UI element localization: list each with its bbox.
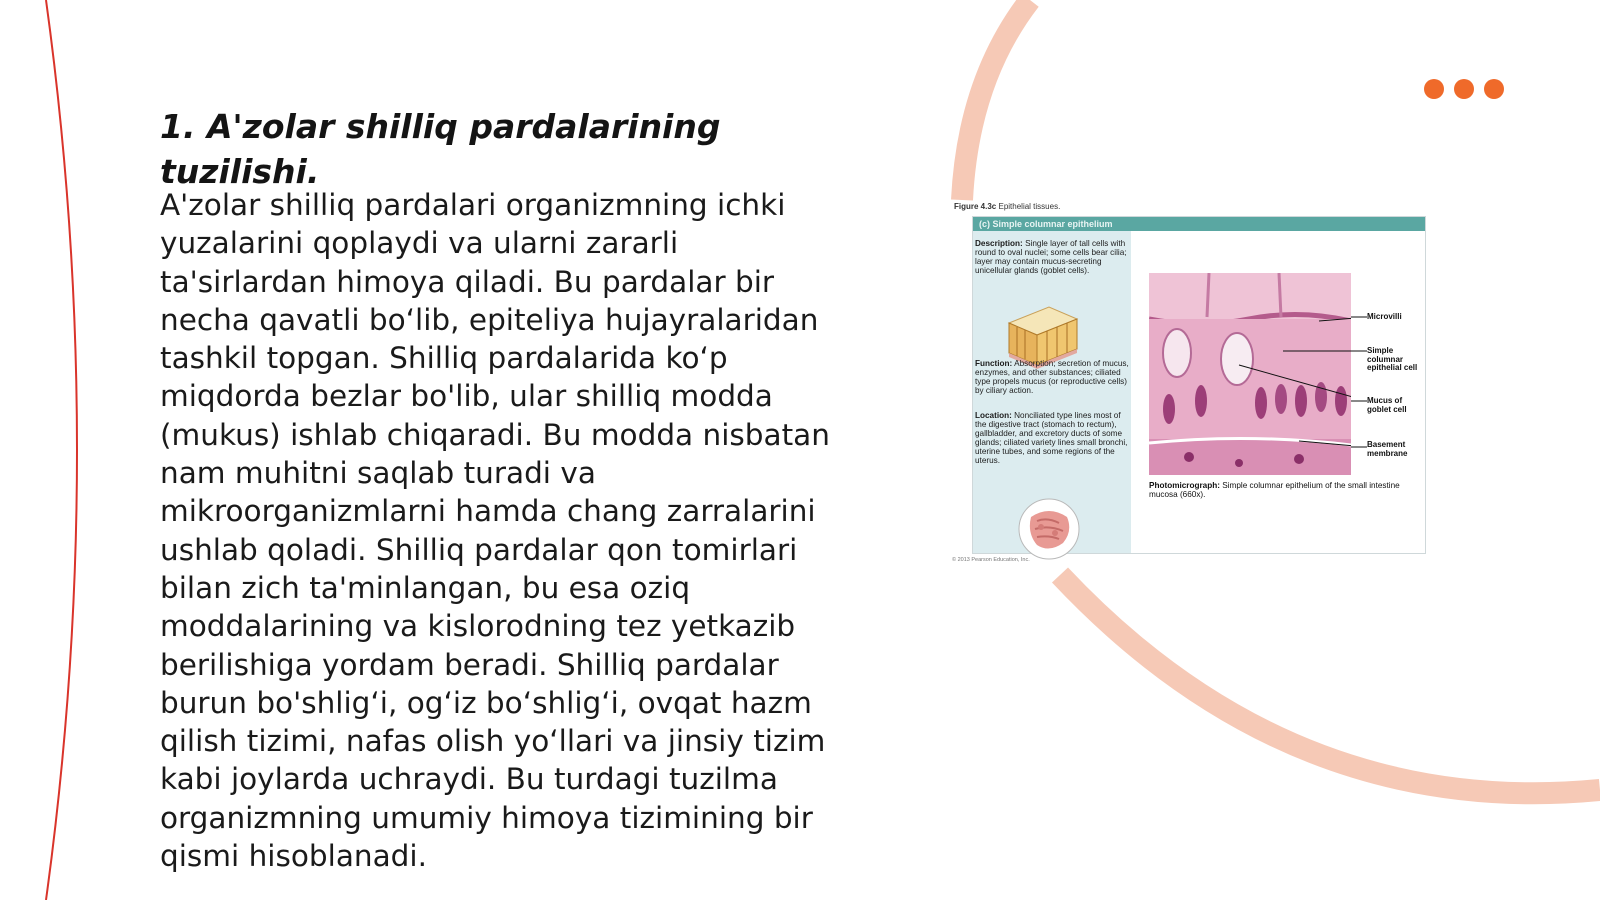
- function-text: Absorption; secretion of mucus, enzymes, and other substances; ciliated type propels mucus (or reproductive cells) by ciliary action.: [975, 359, 1129, 395]
- figure-sidebar: [973, 231, 1131, 553]
- label-basement-membrane: Basement membrane: [1367, 440, 1408, 458]
- dot-2: [1454, 79, 1474, 99]
- slide-body-text: A'zolar shilliq pardalari organizmning ichki yuzalarini qoplaydi va ularni zararli ta'sirlardan himoya qiladi. Bu pardalar bir necha qavatli bo‘lib, epiteliya hujayralaridan tashkil topgan. Shilliq pardalarida ko‘p miqdorda bezlar bo'lib, ular shilliq modda (mukus) ishlab chiqaradi. Bu modda nisbatan nam muhitni saqlab turadi va mikroorganizmlarni hamda chang zarralarini ushlab qoladi. Shilliq pardalar qon tomirlari bilan zich ta'minlangan, bu esa oziq moddalarining va kislorodning tez yetkazib berilishiga yordam beradi. Shilliq pardalar burun bo'shlig‘i, og‘iz bo‘shlig‘i, ovqat hazm qilish tizimi, nafas olish yo‘llari va jinsiy tizim kabi joylarda uchraydi. Bu turdagi tuzilma organizmning umumiy himoya tizimining bir qismi hisoblanadi.: [160, 188, 830, 874]
- photo-label: Photomicrograph:: [1149, 481, 1220, 490]
- label-microvilli: Microvilli: [1367, 312, 1402, 321]
- photo-text: Simple columnar epithelium of the small intestine mucosa (660x).: [1149, 481, 1400, 499]
- arc-lower: [1060, 575, 1600, 793]
- dot-3: [1484, 79, 1504, 99]
- dot-1: [1424, 79, 1444, 99]
- epithelium-figure: [952, 200, 1428, 570]
- figure-caption: [954, 202, 1060, 211]
- digestive-tract-illustration: [1017, 497, 1081, 561]
- description-block: [975, 239, 1131, 275]
- dots-decoration: [1424, 79, 1504, 99]
- location-label: Location:: [975, 411, 1012, 420]
- label-goblet-mucus: Mucus of goblet cell: [1367, 396, 1407, 414]
- location-block: [975, 411, 1131, 465]
- figure-panel: [972, 216, 1426, 554]
- arc-upper: [962, 0, 1030, 200]
- figure-number: Figure 4.3c: [954, 202, 997, 211]
- figure-copyright: © 2013 Pearson Education, Inc.: [952, 557, 1030, 563]
- description-text: Single layer of tall cells with round to oval nuclei; some cells bear cilia; layer may contain mucus-secreting unicellular glands (goblet cells).: [975, 239, 1127, 275]
- label-columnar-cell: Simple columnar epithelial cell: [1367, 346, 1418, 372]
- function-block: [975, 359, 1131, 395]
- function-label: Function:: [975, 359, 1013, 368]
- description-label: Description:: [975, 239, 1023, 248]
- figure-caption-title: Epithelial tissues.: [998, 202, 1061, 211]
- panel-title: (c) Simple columnar epithelium: [979, 219, 1113, 229]
- slide-title: 1. A'zolar shilliq pardalarining tuzilishi.: [160, 107, 721, 191]
- photomicrograph-caption: [1149, 481, 1409, 499]
- photomicrograph: [1149, 273, 1351, 475]
- location-text: Nonciliated type lines most of the digestive tract (stomach to rectum), gallbladder, and excretory ducts of some glands; ciliated variety lines small bronchi, uterine tubes, and some regions of the uterus.: [975, 411, 1128, 465]
- left-curve-line: [46, 0, 77, 900]
